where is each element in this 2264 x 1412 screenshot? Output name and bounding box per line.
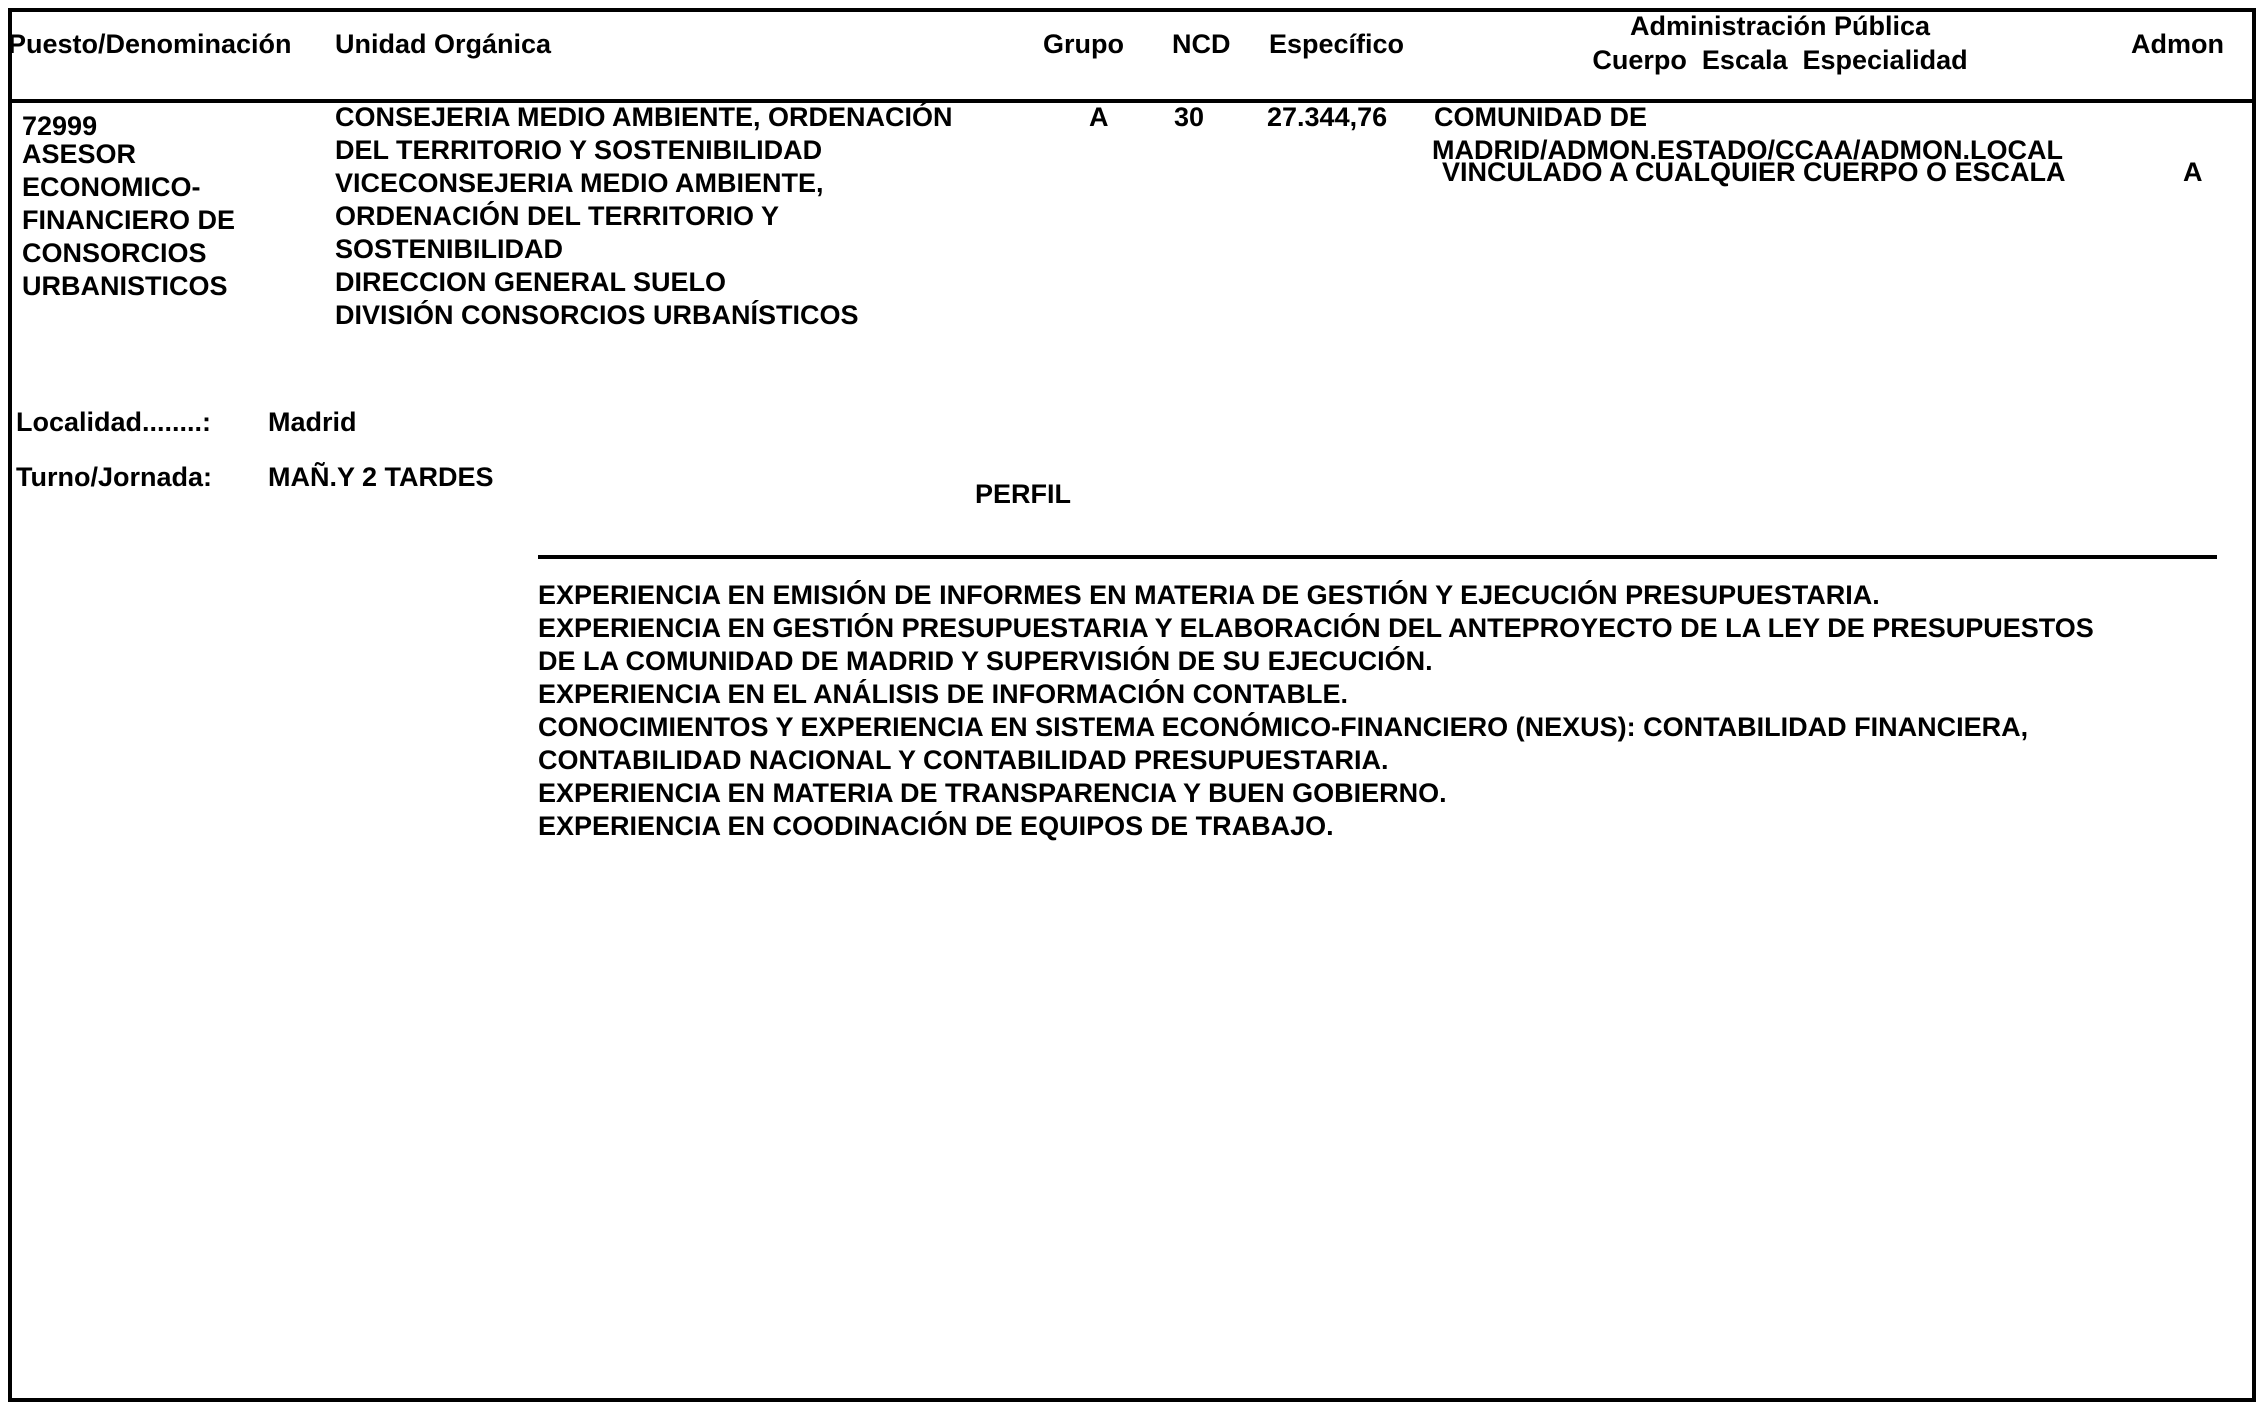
perfil-divider (538, 555, 2217, 559)
cuerpo-value: VINCULADO A CUALQUIER CUERPO O ESCALA (1442, 157, 2066, 187)
unidad-line: DIRECCION GENERAL SUELO (335, 267, 727, 297)
unidad-line: DIVISIÓN CONSORCIOS URBANÍSTICOS (335, 300, 859, 330)
unidad-line: DEL TERRITORIO Y SOSTENIBILIDAD (335, 135, 823, 165)
denominacion-line: FINANCIERO DE (22, 205, 236, 235)
perfil-line: DE LA COMUNIDAD DE MADRID Y SUPERVISIÓN DE SU EJECUCIÓN. (538, 646, 1433, 676)
header-grupo: Grupo (1043, 29, 1124, 59)
perfil-line: CONOCIMIENTOS Y EXPERIENCIA EN SISTEMA ECONÓMICO-FINANCIERO (NEXUS): CONTABILIDAD FINANCIERA, (538, 712, 2029, 742)
localidad-value: Madrid (268, 407, 357, 437)
header-administracion-publica: Administración Pública (1629, 11, 1931, 41)
perfil-line: EXPERIENCIA EN COODINACIÓN DE EQUIPOS DE TRABAJO. (538, 811, 1334, 841)
grupo-value: A (1089, 102, 1109, 132)
unidad-line: CONSEJERIA MEDIO AMBIENTE, ORDENACIÓN (335, 102, 953, 132)
puesto-denominacion (22, 138, 235, 303)
denominacion-line: CONSORCIOS (22, 238, 207, 268)
denominacion-line: ASESOR (22, 139, 137, 169)
unidad-line: VICECONSEJERIA MEDIO AMBIENTE, (335, 168, 824, 198)
especifico-value: 27.344,76 (1267, 102, 1388, 132)
unidad-line: SOSTENIBILIDAD (335, 234, 564, 264)
unidad-organica-block (335, 101, 953, 332)
administracion-line1: COMUNIDAD DE (1434, 102, 1647, 132)
ncd-value: 30 (1174, 102, 1205, 132)
admon-value: A (2183, 157, 2203, 187)
turno-label: Turno/Jornada: (16, 462, 213, 492)
perfil-line: CONTABILIDAD NACIONAL Y CONTABILIDAD PRESUPUESTARIA. (538, 745, 1389, 775)
denominacion-line: ECONOMICO- (22, 172, 201, 202)
puesto-codigo: 72999 (22, 111, 98, 141)
header-cuerpo-escala-especialidad: Cuerpo Escala Especialidad (1592, 45, 1968, 75)
perfil-line: EXPERIENCIA EN GESTIÓN PRESUPUESTARIA Y ELABORACIÓN DEL ANTEPROYECTO DE LA LEY DE PRESUPUESTOS (538, 613, 2094, 643)
perfil-line: EXPERIENCIA EN EMISIÓN DE INFORMES EN MATERIA DE GESTIÓN Y EJECUCIÓN PRESUPUESTARIA. (538, 580, 1880, 610)
turno-value: MAÑ.Y 2 TARDES (268, 462, 494, 492)
header-ncd: NCD (1172, 29, 1231, 59)
header-especifico: Específico (1269, 29, 1405, 59)
header-puesto: Puesto/Denominación (8, 29, 292, 59)
header-admon: Admon (2131, 29, 2224, 59)
unidad-line: ORDENACIÓN DEL TERRITORIO Y (335, 201, 780, 231)
perfil-title: PERFIL (975, 479, 1072, 509)
denominacion-line: URBANISTICOS (22, 271, 228, 301)
perfil-line: EXPERIENCIA EN EL ANÁLISIS DE INFORMACIÓN CONTABLE. (538, 679, 1349, 709)
localidad-label: Localidad........: (16, 407, 212, 437)
perfil-text (538, 579, 2094, 843)
perfil-line: EXPERIENCIA EN MATERIA DE TRANSPARENCIA Y BUEN GOBIERNO. (538, 778, 1447, 808)
header-unidad-organica: Unidad Orgánica (335, 29, 552, 59)
administracion-line2: MADRID/ADMON.ESTADO/CCAA/ADMON.LOCAL (1432, 135, 2063, 165)
